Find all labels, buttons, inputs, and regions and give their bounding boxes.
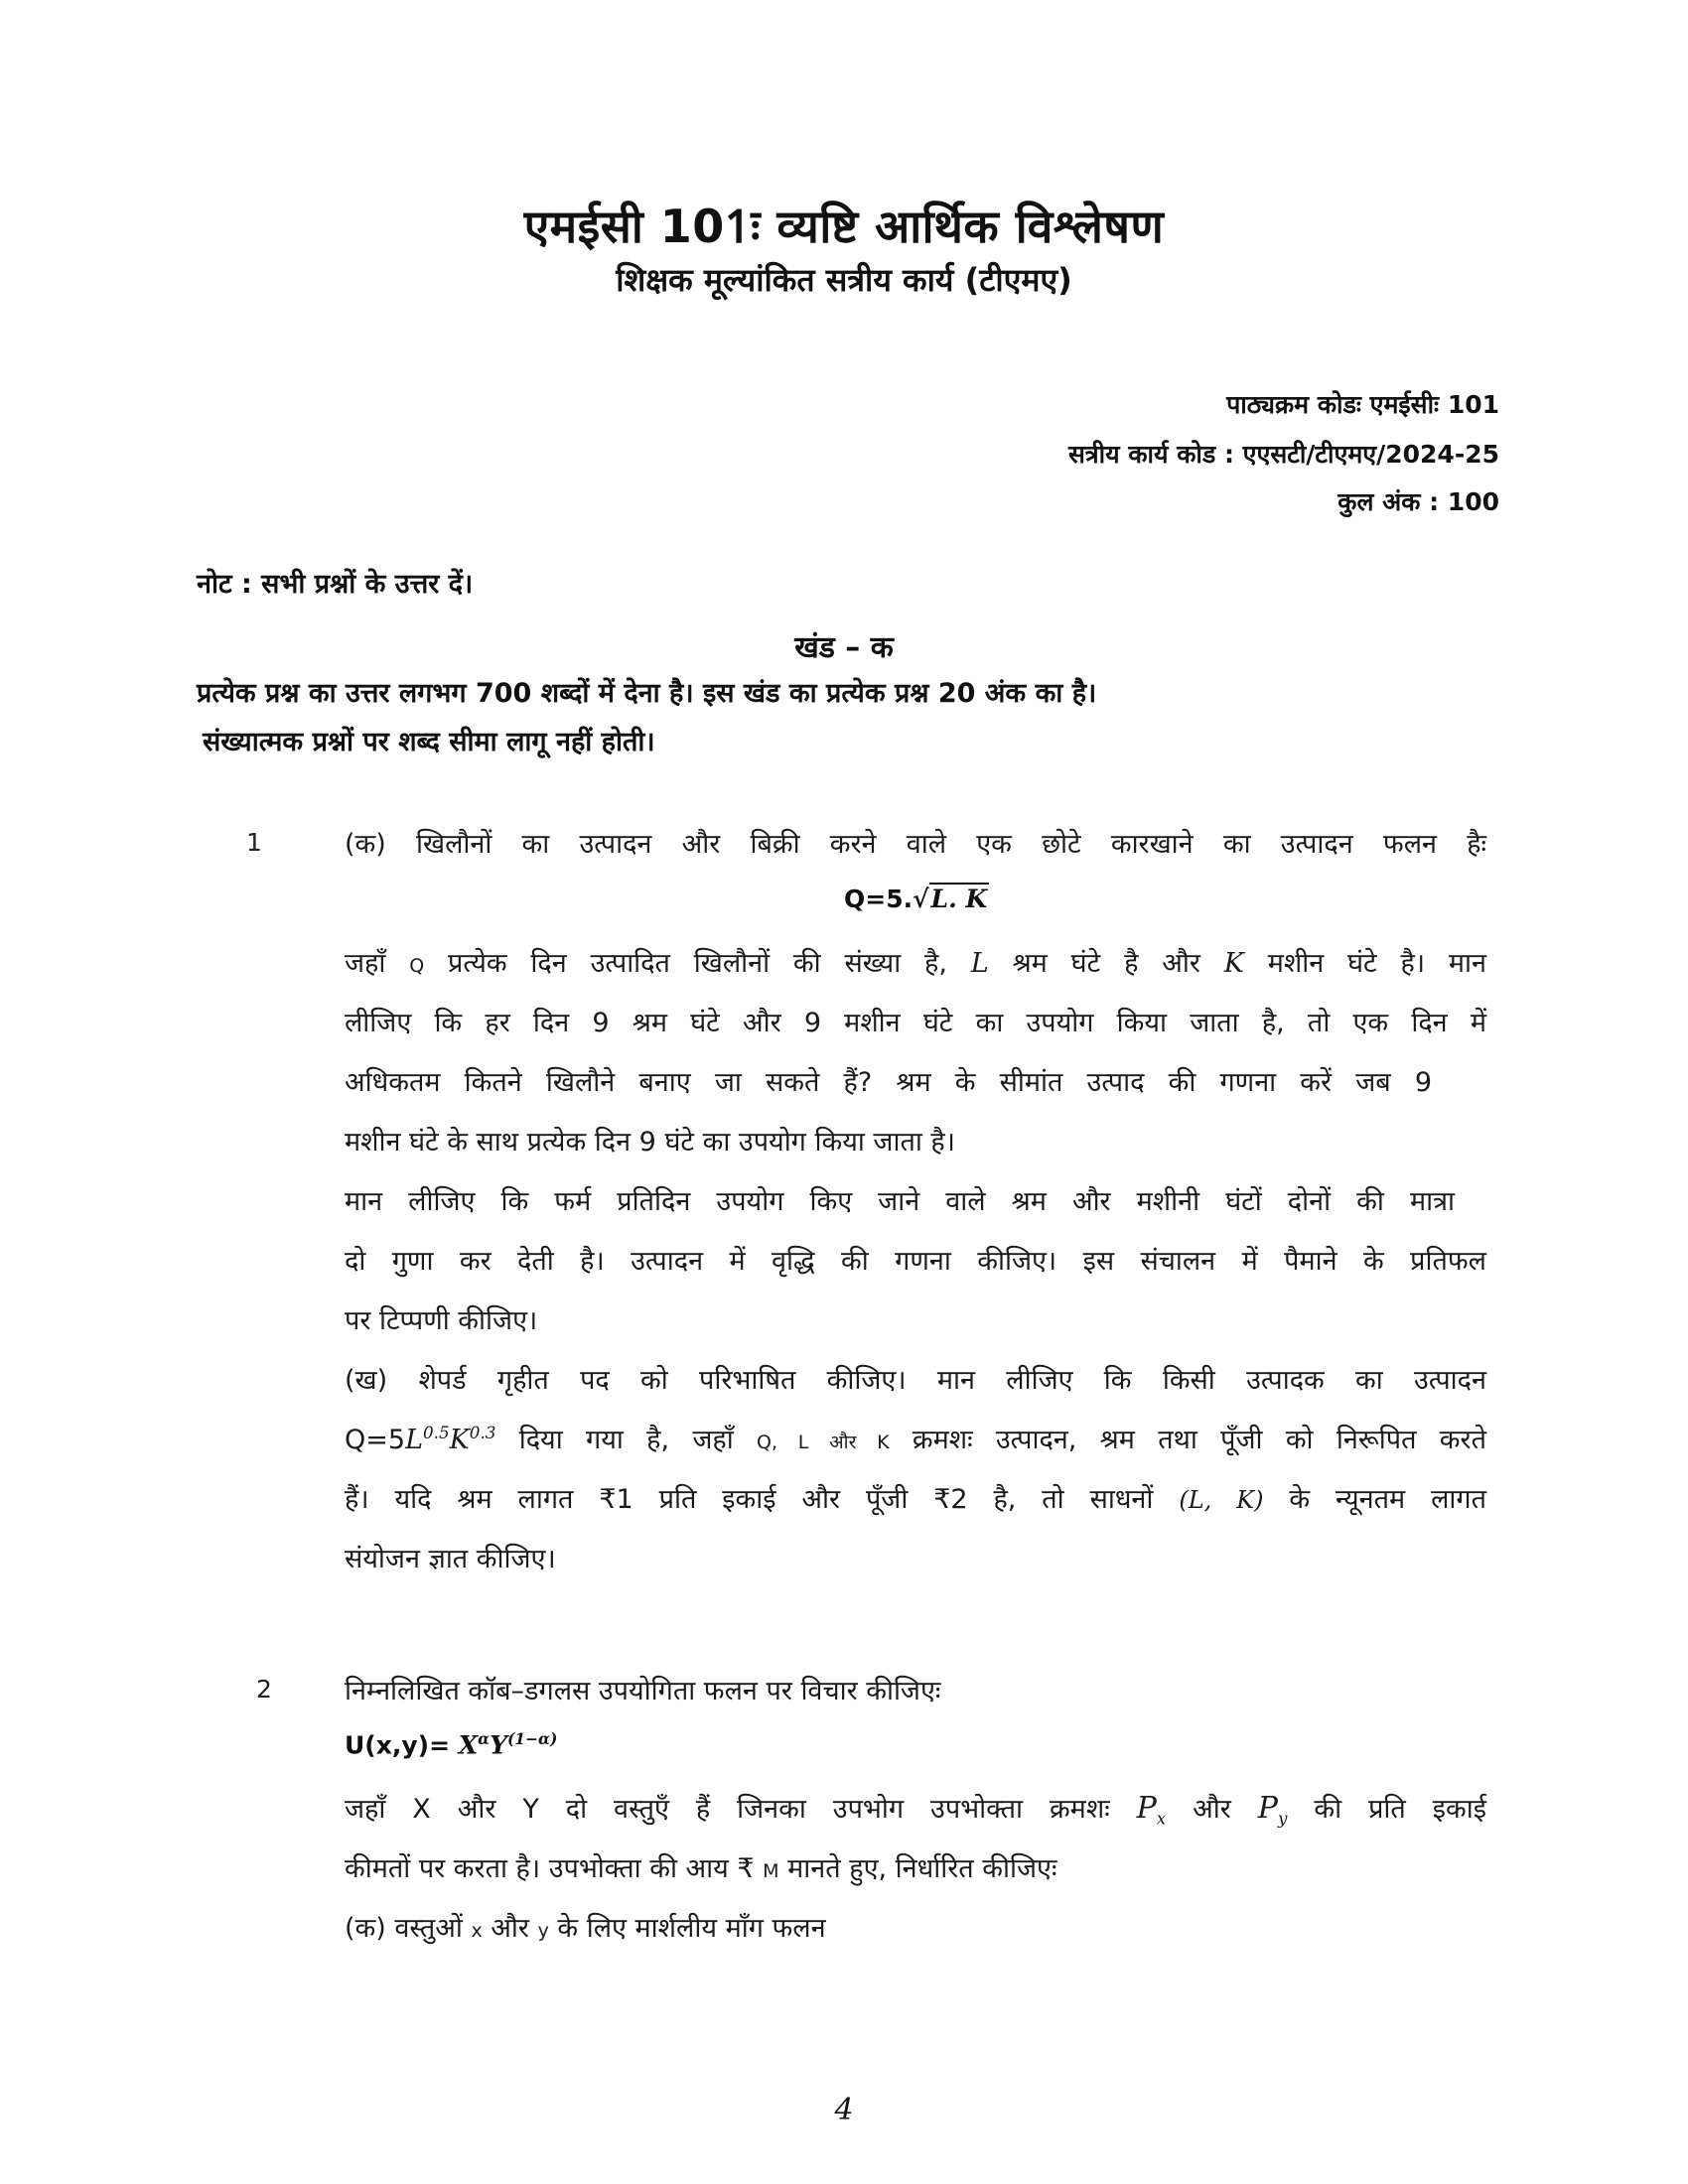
q2-l2-M: M bbox=[763, 1860, 779, 1882]
q1b-line-3 bbox=[345, 1479, 1486, 1516]
page-number: 4 bbox=[834, 2093, 854, 2127]
q1-formula-prefix: Q=5. bbox=[844, 885, 914, 913]
q2-l1-a: जहाँ X और Y दो वस्तुएँ हैं जिनका उपभोग उपभोक्ता क्रमशः bbox=[345, 1794, 1137, 1825]
q1-line-6: दो गुणा कर देती है। उत्पादन में वृद्धि की गणना कीजिए। इस संचालन में पैमाने के प्रतिफल bbox=[345, 1246, 1486, 1277]
q1b-formula-q: Q=5 bbox=[345, 1425, 406, 1455]
q2-intro: निम्नलिखित कॉब–डगलस उपयोगिता फलन पर विचार कीजिएः bbox=[345, 1676, 941, 1706]
q1-l1-L: L bbox=[970, 948, 989, 979]
q2-l2-a: कीमतों पर करता है। उपभोक्ता की आय ₹ bbox=[345, 1853, 764, 1884]
q2-l3-c: के लिए मार्शलीय माँग फलन bbox=[548, 1913, 826, 1944]
q2-l1-x: x bbox=[1156, 1808, 1167, 1829]
q2-l1-c: की प्रति इकाई bbox=[1287, 1794, 1486, 1825]
q1-formula-root: L. K bbox=[930, 885, 988, 913]
q1b-formula-K: K bbox=[449, 1425, 470, 1455]
q1b-l2-b: क्रमशः उत्पादन, श्रम तथा पूँजी को निरूपित करते bbox=[889, 1425, 1486, 1455]
q1b-l2-a: दिया गया है, जहाँ bbox=[495, 1425, 758, 1455]
q2-line-1 bbox=[345, 1789, 1486, 1828]
q2-l1-y: y bbox=[1277, 1808, 1288, 1829]
q2-line-2 bbox=[345, 1848, 1486, 1885]
q1-l1-b: प्रत्येक दिन उत्पादित खिलौनों की संख्या है, bbox=[424, 948, 971, 979]
q1b-formula-L: L bbox=[405, 1425, 423, 1455]
q1-line-3: अधिकतम कितने खिलौने बनाए जा सकते हैं? श्रम के सीमांत उत्पाद की गणना करें जब 9 bbox=[345, 1067, 1432, 1098]
question-number-2: 2 bbox=[256, 1675, 272, 1704]
q2-l1-Py: P bbox=[1257, 1791, 1278, 1826]
q2-l3-a: (क) वस्तुओं bbox=[345, 1913, 472, 1944]
q1b-formula-K-exp: 0.3 bbox=[469, 1423, 496, 1442]
q1-line-4: मशीन घंटे के साथ प्रत्येक दिन 9 घंटे का उपयोग किया जाता है। bbox=[345, 1127, 955, 1158]
q1-line-1 bbox=[345, 943, 1486, 980]
q2-formula-X: X bbox=[458, 1730, 479, 1760]
q1-production-formula bbox=[844, 885, 989, 913]
q2-formula-X-exp: α bbox=[478, 1729, 491, 1748]
q1b-l2-aur: और bbox=[808, 1432, 878, 1453]
course-code: पाठ्यक्रम कोडः एमईसीः 101 bbox=[1226, 390, 1499, 419]
q1-l1-K: K bbox=[1223, 948, 1244, 979]
q1b-line-1: (ख) शेपर्ड गृहीत पद को परिभाषित कीजिए। मान लीजिए कि किसी उत्पादक का उत्पादन bbox=[345, 1365, 1486, 1396]
q1-intro: (क) खिलौनों का उत्पादन और बिक्री करने वाले एक छोटे कारखाने का उत्पादन फलन हैः bbox=[345, 829, 1486, 860]
q2-l1-b: और bbox=[1166, 1794, 1258, 1825]
q1-line-7: पर टिप्पणी कीजिए। bbox=[345, 1305, 538, 1336]
section-instruction-1: प्रत्येक प्रश्न का उत्तर लगभग 700 शब्दों में देना है। इस खंड का प्रत्येक प्रश्न 20 अंक का है। bbox=[197, 678, 1097, 709]
q1b-l3-b: के न्यूनतम लागत bbox=[1263, 1484, 1486, 1515]
q2-l3-b: और bbox=[482, 1913, 538, 1944]
q2-line-3 bbox=[345, 1908, 1486, 1945]
q1-line-2: लीजिए कि हर दिन 9 श्रम घंटे और 9 मशीन घंटे का उपयोग किया जाता है, तो एक दिन में bbox=[345, 1008, 1486, 1038]
q1-l1-a: जहाँ bbox=[345, 948, 410, 979]
q1-l1-d: मशीन घंटे है। मान bbox=[1243, 948, 1487, 979]
q1-l1-c: श्रम घंटे है और bbox=[988, 948, 1224, 979]
q1b-l3-lk: (L, K) bbox=[1179, 1486, 1264, 1514]
q1b-l2-vars: Q, L bbox=[757, 1432, 809, 1453]
document-subtitle: शिक्षक मूल्यांकित सत्रीय कार्य (टीएमए) bbox=[616, 261, 1072, 299]
q2-formula-Y: Y bbox=[490, 1730, 507, 1760]
section-heading: खंड – क bbox=[794, 630, 894, 665]
q1-line-5: मान लीजिए कि फर्म प्रतिदिन उपयोग किए जाने वाले श्रम और मशीनी घंटों दोनों की मात्रा bbox=[345, 1186, 1455, 1217]
total-marks: कुल अंक : 100 bbox=[1337, 487, 1499, 516]
q2-formula-prefix: U(x,y)= bbox=[345, 1730, 459, 1760]
q2-l3-x: x bbox=[471, 1920, 483, 1942]
q1b-l2-k: K bbox=[877, 1432, 890, 1453]
note: नोट : सभी प्रश्नों के उत्तर दें। bbox=[197, 569, 474, 600]
assignment-code: सत्रीय कार्य कोड : एएसटी/टीएमए/2024-25 bbox=[1067, 440, 1499, 469]
section-instruction-2: संख्यात्मक प्रश्नों पर शब्द सीमा लागू नहीं होती। bbox=[203, 727, 655, 757]
q2-l2-b: मानते हुए, निर्धारित कीजिएः bbox=[778, 1853, 1057, 1884]
q1-l1-q: Q bbox=[409, 955, 425, 977]
document-title: एमईसी 101ः व्यष्टि आर्थिक विश्लेषण bbox=[523, 200, 1165, 253]
q1b-formula-L-exp: 0.5 bbox=[423, 1423, 450, 1442]
q2-utility-formula bbox=[345, 1729, 557, 1759]
q1b-line-4: संयोजन ज्ञात कीजिए। bbox=[345, 1544, 556, 1574]
q1b-line-2 bbox=[345, 1420, 1486, 1456]
q2-l1-Px: P bbox=[1136, 1791, 1157, 1826]
question-number-1: 1 bbox=[246, 828, 262, 857]
q1b-l3-a: हैं। यदि श्रम लागत ₹1 प्रति इकाई और पूँजी ₹2 है, तो साधनों bbox=[345, 1484, 1180, 1515]
q2-formula-Y-exp: (1−α) bbox=[506, 1729, 558, 1748]
sqrt-icon: √ bbox=[913, 885, 929, 913]
q2-l3-y: y bbox=[537, 1920, 549, 1942]
